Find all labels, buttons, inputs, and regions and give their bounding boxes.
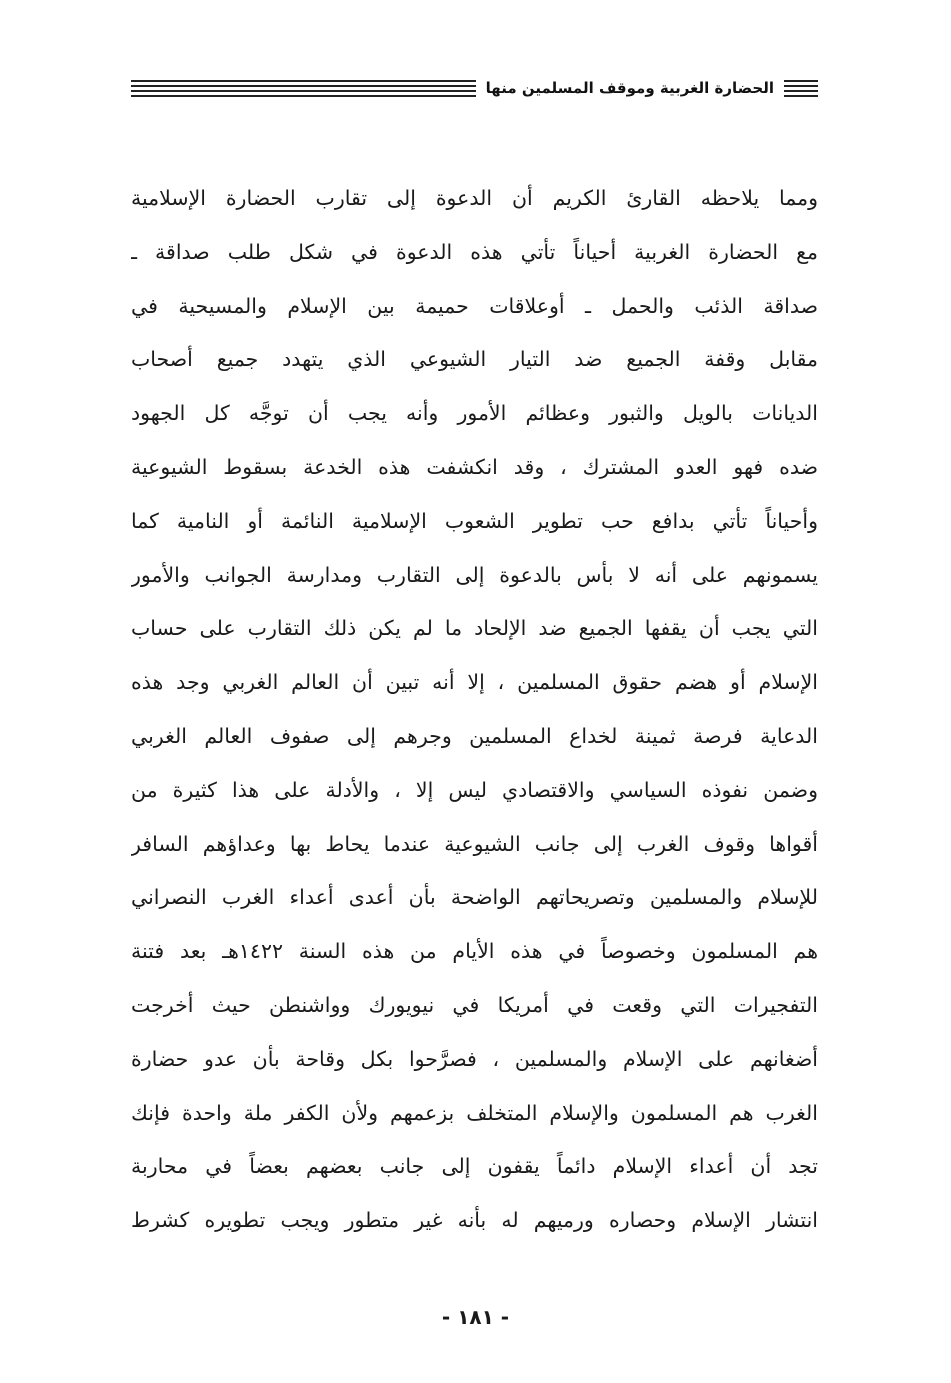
text-line: التفجيرات التي وقعت في أمريكا في نيويورك وواشنطن حيث أخرجت <box>131 992 818 1017</box>
text-line: للإسلام والمسلمين وتصريحاتهم الواضحة بأن أعدى أعداء الغرب النصراني <box>131 885 818 910</box>
running-header <box>131 74 818 102</box>
text-line: أضغانهم على الإسلام والمسلمين ، فصرَّحوا بكل وقاحة بأن عدو حضارة <box>131 1046 818 1071</box>
text-line: الإسلام أو هضم حقوق المسلمين ، إلا أنه تبين أن العالم الغربي وجد هذه <box>131 670 818 695</box>
header-rule-right <box>784 77 818 99</box>
text-line: مقابل وقفة الجميع ضد التيار الشيوعي الذي يتهدد جميع أصحاب <box>131 347 818 372</box>
text-line: الدعاية فرصة ثمينة لخداع المسلمين وجرهم إلى صفوف العالم الغربي <box>131 723 818 748</box>
text-line: أقواها وقوف الغرب إلى جانب الشيوعية عندما يحاط بها وعداؤهم السافر <box>131 831 818 856</box>
page-number: - ١٨١ - <box>441 1305 510 1329</box>
text-line: ضده فهو العدو المشترك ، وقد انكشفت هذه الخدعة بسقوط الشيوعية <box>131 454 818 479</box>
body-text <box>131 172 818 1248</box>
running-header-title: الحضارة الغربية وموقف المسلمين منها <box>485 79 774 97</box>
text-line: انتشار الإسلام وحصاره ورميهم له بأنه غير متطور ويجب تطويره كشرط <box>131 1208 818 1233</box>
text-line: تجد أن أعداء الإسلام دائماً يقفون إلى جانب بعضهم بعضاً في محاربة <box>131 1154 818 1179</box>
text-line: الديانات بالويل والثبور وعظائم الأمور وأنه يجب أن توجَّه كل الجهود <box>131 401 818 426</box>
text-line: مع الحضارة الغربية أحياناً تأتي هذه الدعوة في شكل طلب صداقة ـ <box>131 239 818 264</box>
text-line: وضمن نفوذه السياسي والاقتصادي ليس إلا ، والأدلة على هذا كثيرة من <box>131 777 818 802</box>
text-line: وأحياناً تأتي بدافع حب تطوير الشعوب الإسلامية النائمة أو النامية كما <box>131 508 818 533</box>
text-line: ومما يلاحظه القارئ الكريم أن الدعوة إلى تقارب الحضارة الإسلامية <box>131 186 818 210</box>
text-line: صداقة الذئب والحمل ـ أوعلاقات حميمة بين الإسلام والمسيحية في <box>131 293 818 318</box>
text-line: يسمونهم على أنه لا بأس بالدعوة إلى التقارب ومدارسة الجوانب والأمور <box>131 562 818 587</box>
header-rule-left <box>131 77 476 99</box>
text-line: التي يجب أن يقفها الجميع ضد الإلحاد ما لم يكن ذلك التقارب على حساب <box>131 616 818 641</box>
text-line: هم المسلمون وخصوصاً في هذه الأيام من هذه السنة ١٤٢٢هـ بعد فتنة <box>131 939 818 964</box>
text-line: الغرب هم المسلمون والإسلام المتخلف بزعمهم ولأن الكفر ملة واحدة فإنك <box>131 1100 818 1125</box>
